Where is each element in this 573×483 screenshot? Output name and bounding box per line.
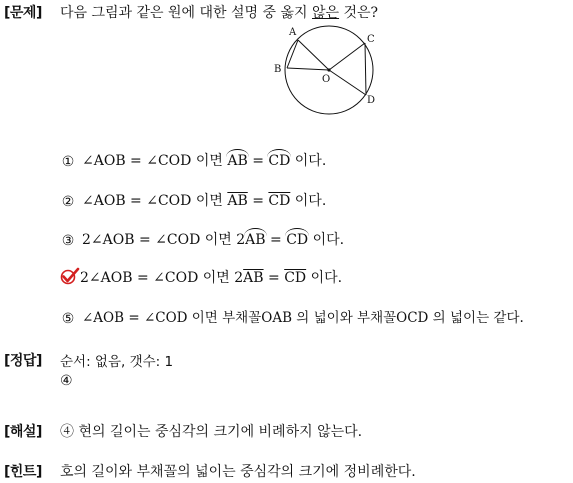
arc-cd: CD (268, 153, 291, 169)
center-point (327, 68, 330, 71)
answer-tag: [ 정답 ] (4, 350, 42, 370)
question-text-after: 것은? (339, 5, 379, 21)
segment-ab: $\overline{AB}$ (243, 270, 264, 286)
choice-5[interactable] (60, 306, 524, 328)
label-c: C (367, 34, 375, 45)
choice-3-marker: ③ (61, 233, 75, 249)
hint-tag: [ 힌트 ] (4, 461, 42, 481)
question-text-emphasis: 않은 (312, 5, 340, 21)
choice-2-text-a: ∠AOB = ∠COD 이면 (82, 193, 228, 209)
answer-meta: 순서: 없음, 갯수: 1 (60, 354, 174, 370)
choice-2-text-b: = (247, 193, 269, 209)
choice-1-text-b: = (247, 153, 269, 169)
choice-4-text-a: 2∠AOB = ∠COD 이면 2 (80, 270, 244, 286)
hint-text: 호의 길이와 부채꼴의 넓이는 중심각의 크기에 정비례한다. (60, 464, 416, 480)
circle-figure (270, 22, 390, 122)
choice-3[interactable] (60, 229, 344, 250)
choice-5-marker: ⑤ (61, 311, 75, 327)
choice-4-text-b: = (263, 270, 285, 286)
radius-ob (287, 68, 329, 70)
label-a: A (289, 27, 297, 38)
arc-ab: AB (227, 153, 248, 169)
check-icon (60, 267, 80, 285)
label-o: O (322, 74, 331, 85)
question-text (60, 2, 378, 22)
question-text-before: 다음 그림과 같은 원에 대한 설명 중 옳지 (60, 5, 312, 21)
chord-cd (365, 43, 366, 95)
choice-2[interactable] (60, 190, 326, 211)
arc-cd: CD (286, 232, 309, 248)
choice-1-marker: ① (61, 154, 75, 170)
label-d: D (367, 95, 376, 106)
choice-3-text-b: = (265, 232, 287, 248)
radius-oc (329, 43, 365, 70)
choice-1-text-c: 이다. (290, 153, 327, 169)
choice-3-text-a: 2∠AOB = ∠COD 이면 2 (82, 232, 246, 248)
answer-value: ④ (60, 373, 73, 389)
choice-1-text-a: ∠AOB = ∠COD 이면 (82, 153, 228, 169)
choice-2-marker: ② (61, 194, 75, 210)
choice-1[interactable] (60, 150, 326, 171)
choice-4-text-c: 이다. (306, 270, 343, 286)
choice-2-text-c: 이다. (290, 193, 327, 209)
segment-ab: $\overline{AB}$ (227, 193, 248, 209)
radius-oa (298, 40, 329, 70)
choice-3-text-c: 이다. (308, 232, 345, 248)
label-b: B (274, 64, 282, 75)
radius-od (329, 70, 366, 95)
explanation-tag: [ 해설 ] (4, 421, 42, 441)
question-tag: [ 문제 ] (4, 2, 42, 22)
chord-ab (287, 40, 298, 68)
segment-cd: $\overline{CD}$ (284, 270, 307, 286)
choice-5-text: ∠AOB = ∠COD 이면 부채꼴OAB 의 넓이와 부채꼴OCD 의 넓이는 같다. (82, 310, 524, 326)
explanation-text: ④ 현의 길이는 중심각의 크기에 비례하지 않는다. (60, 424, 363, 440)
segment-cd: $\overline{CD}$ (268, 193, 291, 209)
arc-ab: AB (245, 232, 266, 248)
choice-4[interactable] (60, 267, 342, 287)
